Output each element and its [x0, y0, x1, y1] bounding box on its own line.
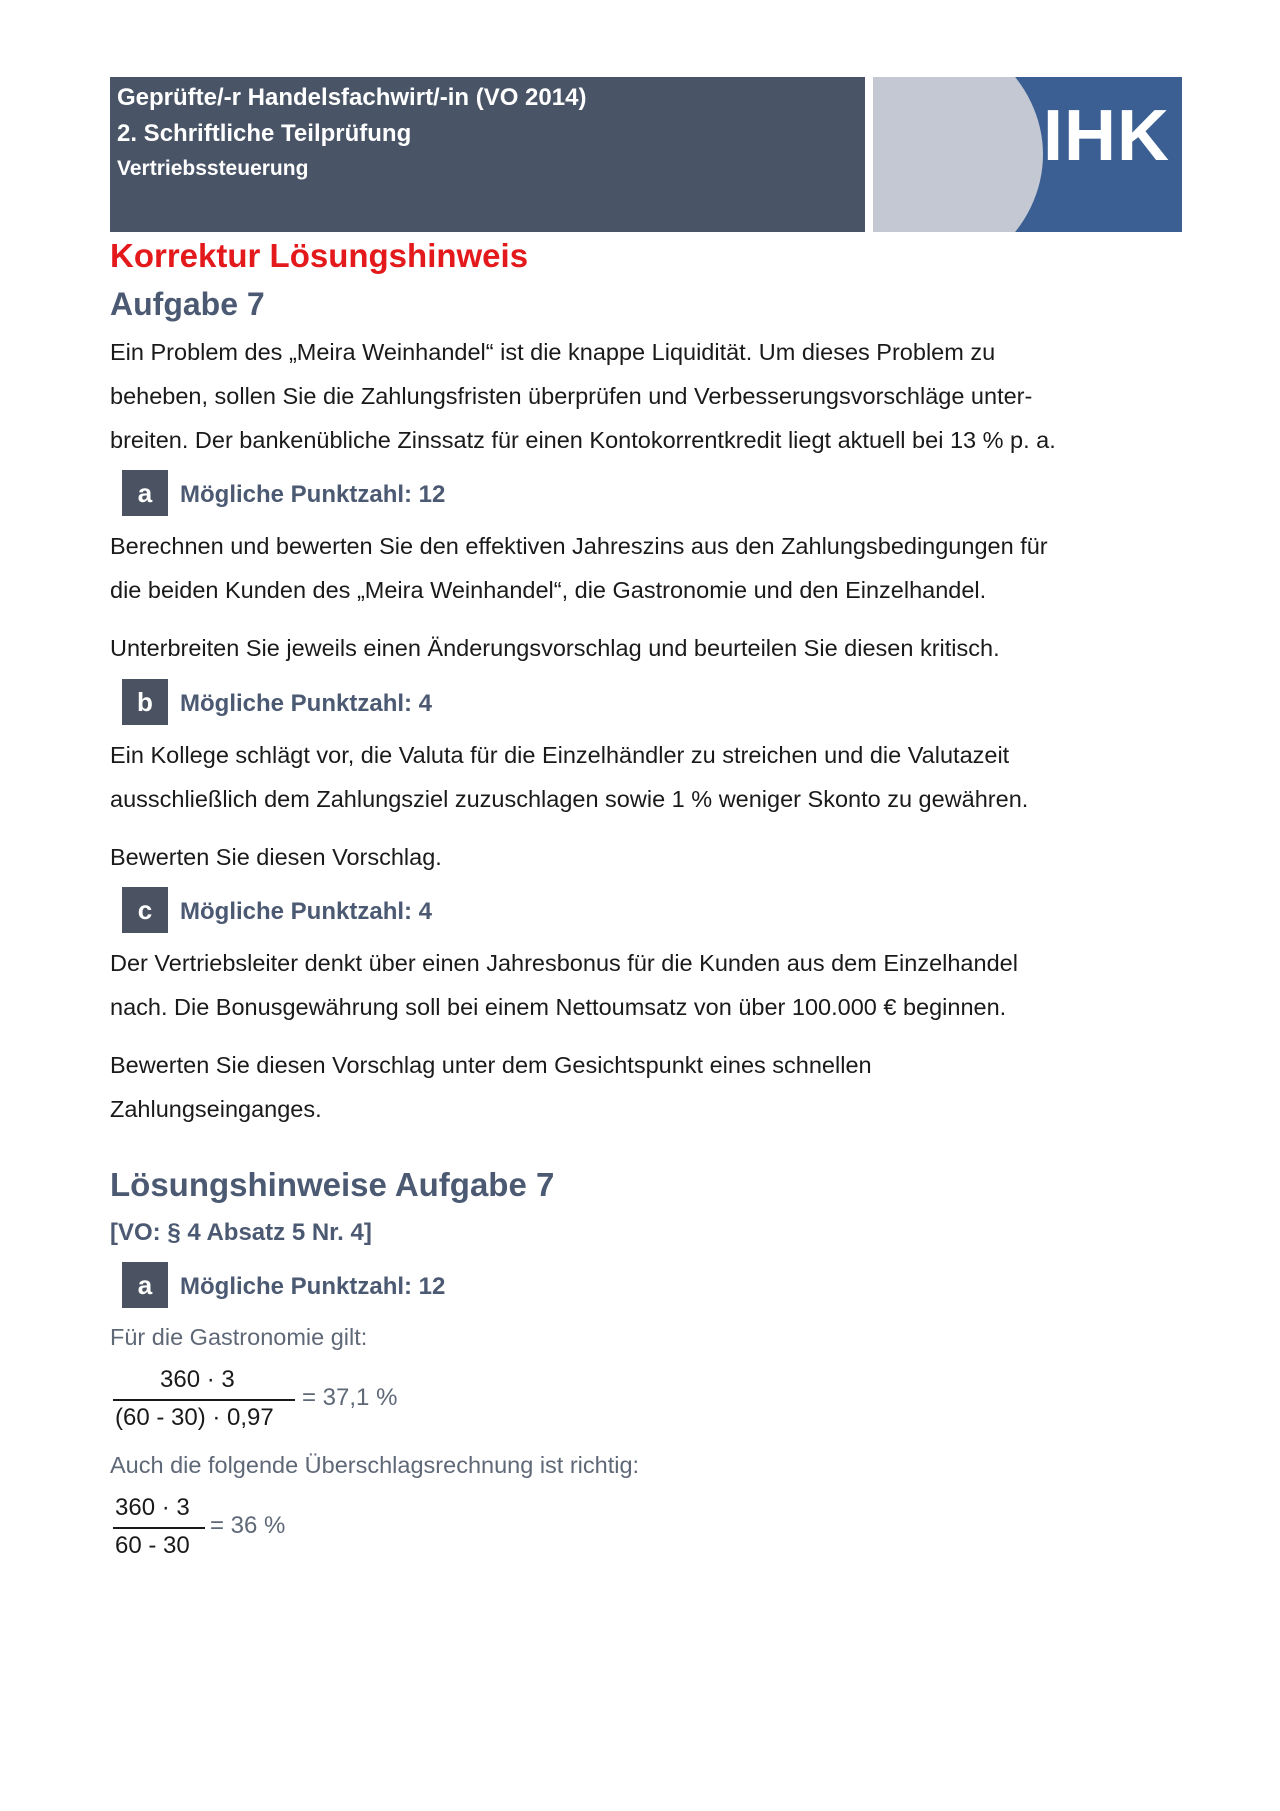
logo-curve: [873, 77, 1043, 232]
task-title: Aufgabe 7: [110, 286, 265, 322]
part-b-instruction: Bewerten Sie diesen Vorschlag.: [110, 844, 442, 870]
part-c-instruction-2: Zahlungseinganges.: [110, 1096, 322, 1122]
ihk-logo-text: IHK: [1043, 96, 1170, 176]
ihk-logo: [873, 77, 1182, 232]
formula1-numerator: 360 · 3: [160, 1366, 235, 1393]
exam-subject: Vertriebssteuerung: [117, 157, 309, 180]
part-c-points: Mögliche Punktzahl: 4: [180, 898, 433, 925]
formula2-result: = 36 %: [210, 1512, 286, 1539]
formula-gastronomie: [110, 1362, 430, 1442]
formula-overschlag: [110, 1490, 370, 1570]
formula2-denominator: 60 - 30: [115, 1532, 190, 1559]
part-c-badge: c: [122, 887, 168, 933]
formula2-fraction-bar: [113, 1527, 205, 1529]
part-b-text-2: ausschließlich dem Zahlungsziel zuzuschlagen sowie 1 % weniger Skonto zu gewähren.: [110, 786, 1029, 812]
formula1-denominator: (60 - 30) · 0,97: [115, 1404, 274, 1431]
part-c-instruction-1: Bewerten Sie diesen Vorschlag unter dem Gesichtspunkt eines schnellen: [110, 1052, 872, 1078]
part-c-text-2: nach. Die Bonusgewährung soll bei einem Nettoumsatz von über 100.000 € beginnen.: [110, 994, 1007, 1020]
part-a-instruction: Unterbreiten Sie jeweils einen Änderungsvorschlag und beurteilen Sie diesen kritisch.: [110, 635, 1000, 661]
intro-line-2: beheben, sollen Sie die Zahlungsfristen überprüfen und Verbesserungsvorschläge unter-: [110, 383, 1033, 409]
part-c-text-1: Der Vertriebsleiter denkt über einen Jahresbonus für die Kunden aus dem Einzelhandel: [110, 950, 1018, 976]
exam-title: Geprüfte/-r Handelsfachwirt/-in (VO 2014): [117, 84, 587, 111]
part-b-text-1: Ein Kollege schlägt vor, die Valuta für die Einzelhändler zu streichen und die Valutazeit: [110, 742, 1010, 768]
formula1-result: = 37,1 %: [302, 1384, 398, 1411]
part-a-text-2: die beiden Kunden des „Meira Weinhandel“, die Gastronomie und den Einzelhandel.: [110, 577, 987, 603]
formula1-fraction-bar: [113, 1399, 295, 1401]
vo-reference: [VO: § 4 Absatz 5 Nr. 4]: [110, 1219, 372, 1246]
part-a-badge: a: [122, 470, 168, 516]
solution-a-points: Mögliche Punktzahl: 12: [180, 1273, 446, 1300]
part-a-points: Mögliche Punktzahl: 12: [180, 481, 446, 508]
part-a-text-1: Berechnen und bewerten Sie den effektiven Jahreszins aus den Zahlungsbedingungen für: [110, 533, 1048, 559]
correction-title: Korrektur Lösungshinweis: [110, 237, 529, 274]
intro-line-1: Ein Problem des „Meira Weinhandel“ ist die knappe Liquidität. Um dieses Problem zu: [110, 339, 996, 365]
formula2-numerator: 360 · 3: [115, 1494, 190, 1521]
header-banner: [110, 77, 865, 232]
part-b-badge: b: [122, 679, 168, 725]
gastro-label: Für die Gastronomie gilt:: [110, 1324, 368, 1350]
solution-title: Lösungshinweise Aufgabe 7: [110, 1166, 555, 1203]
solution-a-badge: a: [122, 1262, 168, 1308]
overschlag-label: Auch die folgende Überschlagsrechnung ist richtig:: [110, 1452, 640, 1478]
intro-line-3: breiten. Der bankenübliche Zinssatz für einen Kontokorrentkredit liegt aktuell bei 13 % p. a.: [110, 427, 1056, 453]
part-b-points: Mögliche Punktzahl: 4: [180, 690, 433, 717]
exam-part: 2. Schriftliche Teilprüfung: [117, 120, 412, 147]
